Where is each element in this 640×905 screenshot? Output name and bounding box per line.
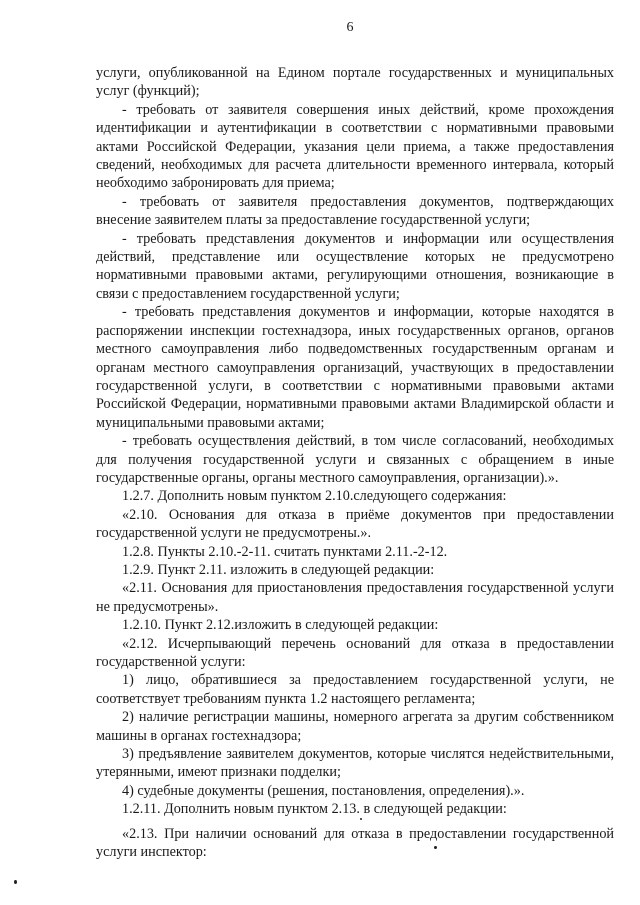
paragraph: 1.2.7. Дополнить новым пунктом 2.10.следующего содержания: bbox=[122, 488, 507, 505]
paragraph: «2.12. Исчерпывающий перечень оснований для отказа в предоставлении государственной услуги: bbox=[96, 635, 614, 670]
paragraph: 1.2.11. Дополнить новым пунктом 2.13. в следующей редакции: bbox=[122, 801, 507, 818]
paragraph: 1.2.9. Пункт 2.11. изложить в следующей редакции: bbox=[122, 561, 435, 578]
list-item: 1) лицо, обратившиеся за предоставлением государственной услуги, не соответствует требованиям пункта 1.2 настоящего регламента; bbox=[96, 672, 614, 707]
list-item: - требовать представления документов и информации, которые находятся в распоряжении инспекции гостехнадзора, иных государственных органов, органов местного самоуправления либо подведомственных государственным органам и органам местного самоуправления организаций, участвующих в предоставлении государственной услуги, в соответствии с нормативными правовыми актами Российской Федерации, нормативными правовыми актами Владимирской области и муниципальными правовыми актами; bbox=[96, 304, 614, 431]
list-item: - требовать представления документов и информации или осуществления действий, представление или осуществление которых не предусмотрено нормативными правовыми актами, регулирующими отношения, возникающие в связи с предоставлением государственной услуги; bbox=[96, 230, 614, 302]
scan-speck bbox=[434, 846, 437, 849]
list-item: - требовать от заявителя совершения иных действий, кроме прохождения идентификации и аутентификации в соответствии с нормативными правовыми актами Российской Федерации, указания цели приема, а также предоставления сведений, необходимых для расчета длительности временного интервала, который необходимо забронировать для приема; bbox=[96, 101, 614, 192]
scan-speck bbox=[360, 818, 362, 820]
paragraph: «2.11. Основания для приостановления предоставления государственной услуги не предусмотрены». bbox=[96, 580, 614, 615]
paragraph: 1.2.8. Пункты 2.10.-2-11. считать пунктами 2.11.-2-12. bbox=[122, 543, 448, 560]
paragraph: услуги, опубликованной на Едином портале государственных и муниципальных услуг (функций); bbox=[96, 65, 614, 100]
list-item: - требовать осуществления действий, в том числе согласований, необходимых для получения государственной услуги и связанных с обращением в иные государственные органы, органы местного самоуправления, организации).». bbox=[96, 433, 614, 486]
document-body bbox=[96, 64, 614, 861]
list-item: 4) судебные документы (решения, постановления, определения).». bbox=[122, 782, 525, 799]
list-item: 2) наличие регистрации машины, номерного агрегата за другим собственником машины в органах гостехнадзора; bbox=[96, 709, 614, 744]
paragraph: «2.13. При наличии оснований для отказа в предоставлении государственной услуги инспектор: bbox=[96, 825, 614, 861]
list-item: - требовать от заявителя предоставления документов, подтверждающих внесение заявителем платы за предоставление государственной услуги; bbox=[96, 193, 614, 229]
page-number: 6 bbox=[346, 20, 354, 35]
paragraph: «2.10. Основания для отказа в приёме документов при предоставлении государственной услуги не предусмотрены.». bbox=[96, 506, 614, 542]
list-item: 3) предъявление заявителем документов, которые числятся недействительными, утерянными, имеют признаки подделки; bbox=[96, 746, 614, 781]
scan-speck bbox=[14, 880, 17, 884]
paragraph: 1.2.10. Пункт 2.12.изложить в следующей редакции: bbox=[122, 617, 439, 634]
